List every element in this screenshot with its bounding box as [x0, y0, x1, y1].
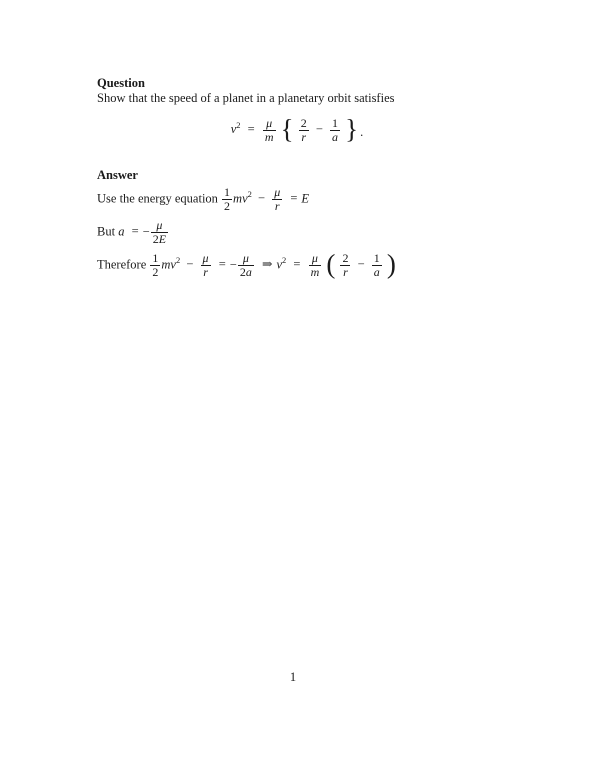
math-exponent: 2 — [282, 254, 287, 265]
fraction-numerator: μ — [266, 115, 273, 130]
denominator-variable: a — [245, 264, 252, 279]
fraction-numerator: μ — [156, 217, 163, 232]
implies-arrow: ⇒ — [261, 257, 273, 272]
fraction-mu-over-m — [263, 117, 276, 144]
math-minus: − — [315, 122, 323, 136]
math-equals: = — [131, 224, 139, 239]
question-heading: Question — [97, 76, 145, 90]
math-var-mv: mv — [161, 257, 176, 272]
fraction-1-over-2 — [222, 186, 232, 213]
page-content — [97, 76, 497, 282]
denominator-variable: E — [158, 231, 167, 246]
fraction-2-over-r — [340, 252, 350, 279]
math-exponent: 2 — [247, 189, 252, 200]
answer-line-3 — [97, 249, 497, 282]
fraction-1-over-2 — [150, 252, 160, 279]
fraction-denominator — [151, 232, 168, 246]
answer-heading: Answer — [97, 168, 138, 182]
fraction-numerator: μ — [242, 250, 249, 265]
math-minus: − — [229, 257, 237, 272]
fraction-mu-over-r — [201, 252, 211, 279]
math-equals: = — [290, 191, 298, 206]
math-exponent: 2 — [236, 119, 241, 130]
math-minus: − — [142, 224, 150, 239]
math-var-a: a — [118, 224, 125, 239]
fraction-denominator: r — [340, 265, 350, 279]
fraction-numerator: μ — [311, 250, 318, 265]
math-var-v: v — [230, 122, 237, 136]
question-text: Show that the speed of a planet in a planetary orbit satisfies — [97, 91, 395, 105]
fraction-numerator: 2 — [342, 250, 349, 265]
answer-line-2 — [97, 216, 497, 249]
math-var-mv: mv — [233, 191, 248, 206]
answer-line-1-text: Use the energy equation — [97, 191, 218, 206]
fraction-mu-over-2a — [238, 252, 254, 279]
math-var-E: E — [301, 191, 310, 206]
fraction-numerator: μ — [202, 250, 209, 265]
fraction-denominator: 2 — [152, 264, 159, 279]
fraction-denominator: a — [373, 264, 380, 279]
fraction-1-over-a — [372, 252, 382, 279]
fraction-denominator: r — [299, 130, 309, 144]
fraction-denominator: r — [201, 265, 211, 279]
fraction-numerator: 1 — [152, 250, 159, 265]
question-display-equation — [97, 112, 497, 146]
fraction-denominator: m — [310, 264, 320, 279]
math-exponent: 2 — [175, 254, 181, 265]
right-paren: ) — [386, 249, 396, 280]
fraction-numerator: μ — [274, 185, 281, 199]
fraction-1-over-a — [330, 117, 340, 144]
fraction-denominator: a — [332, 129, 339, 144]
fraction-numerator: 1 — [373, 250, 380, 265]
fraction-numerator: 2 — [300, 115, 307, 130]
fraction-mu-over-r — [272, 186, 282, 213]
right-curly-brace: } — [345, 114, 359, 145]
math-var-v: v — [276, 257, 282, 272]
math-equals: = — [218, 257, 226, 272]
fraction-denominator: r — [272, 199, 282, 213]
math-equals: = — [247, 122, 255, 136]
fraction-numerator: 1 — [224, 185, 231, 199]
left-curly-brace: { — [280, 114, 294, 145]
fraction-2-over-r — [299, 117, 309, 144]
math-equals: = — [293, 257, 301, 272]
math-period: . — [360, 125, 364, 139]
fraction-denominator: m — [264, 129, 274, 144]
answer-line-2-text: But — [97, 224, 116, 239]
left-paren: ( — [326, 249, 336, 280]
denominator-coefficient: 2 — [239, 264, 246, 279]
fraction-denominator — [238, 265, 254, 279]
math-minus: − — [258, 191, 266, 206]
page-footer — [97, 670, 489, 685]
fraction-denominator: 2 — [224, 198, 231, 213]
page-number: 1 — [289, 670, 297, 684]
math-minus: − — [186, 257, 194, 272]
fraction-mu-over-m — [309, 252, 322, 279]
answer-line-1 — [97, 183, 497, 216]
answer-line-3-text: Therefore — [97, 257, 147, 272]
math-minus: − — [357, 257, 365, 272]
fraction-mu-over-2E — [151, 219, 168, 246]
fraction-numerator: 1 — [332, 115, 339, 130]
denominator-coefficient: 2 — [152, 231, 159, 246]
